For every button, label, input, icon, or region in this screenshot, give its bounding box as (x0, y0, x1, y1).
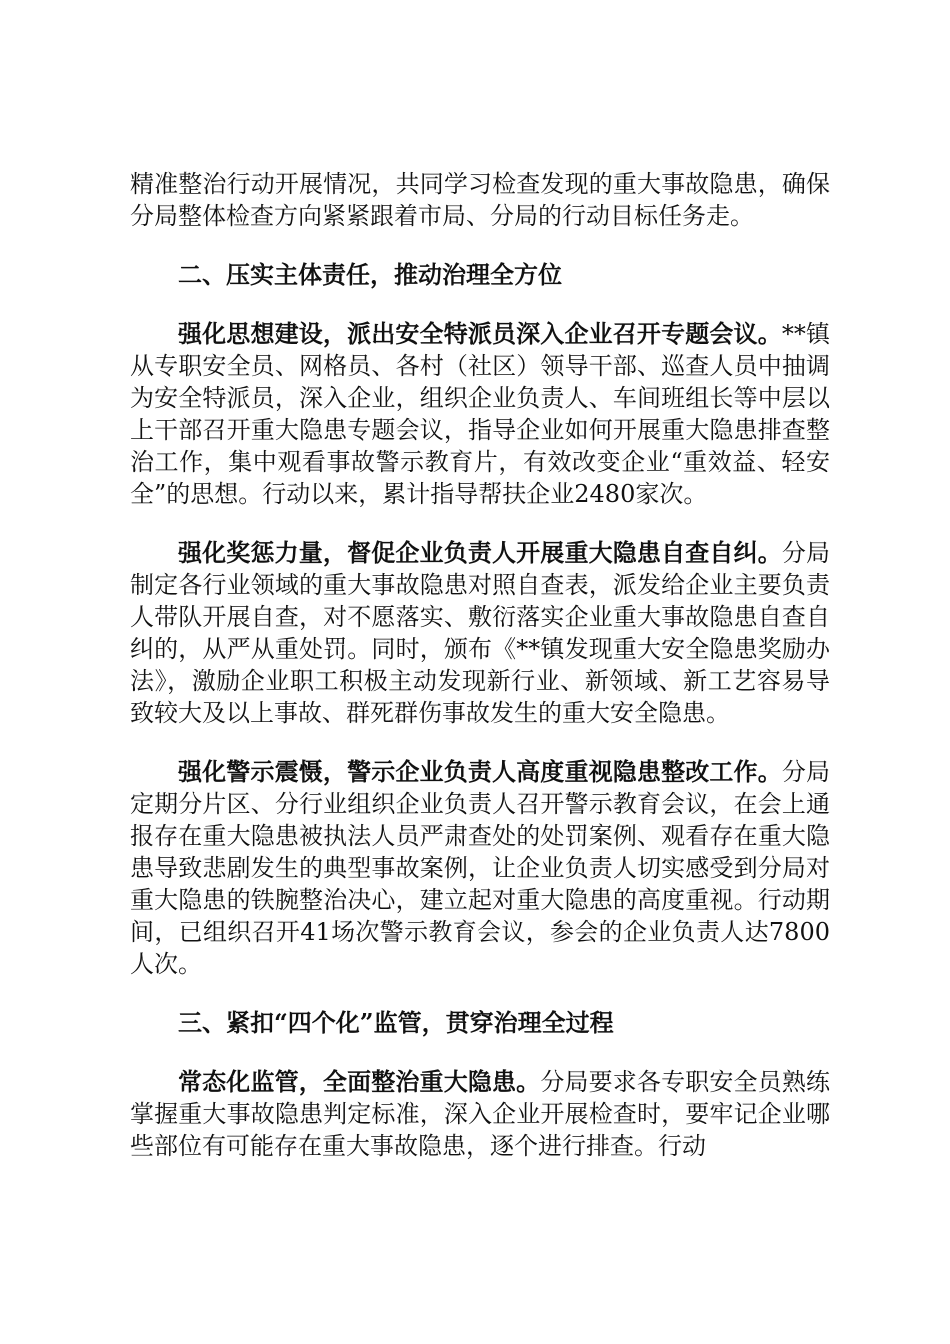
paragraph-body: 分局定期分片区、分行业组织企业负责人召开警示教育会议，在会上通报存在重大隐患被执法人员严肃查处的处罚案例、观看存在重大隐患导致悲剧发生的典型事故案例，让企业负责人切实感受到分局对重大隐患的铁腕整治决心，建立起对重大隐患的高度重视。行动期间，已组织召开41场次警示教育会议，参会的企业负责人达7800人次。 (130, 758, 831, 978)
paragraph-lead: 强化警示震慑，警示企业负责人高度重视隐患整改工作。 (178, 757, 782, 786)
paragraph-normalized-supervision (130, 1066, 830, 1162)
section-heading-3: 三、紧扣“四个化”监管，贯穿治理全过程 (178, 1008, 614, 1037)
paragraph-body: 分局制定各行业领域的重大事故隐患对照自查表，派发给企业主要负责人带队开展自查，对不愿落实、敷衍落实企业重大事故隐患自查自纠的，从严从重处罚。同时，颁布《**镇发现重大安全隐患奖励办法》，激励企业职工积极主动发现新行业、新领域、新工艺容易导致较大及以上事故、群死群伤事故发生的重大安全隐患。 (130, 539, 831, 727)
paragraph-rewards-penalties (130, 537, 830, 729)
paragraph-body: **镇从专职安全员、网格员、各村（社区）领导干部、巡查人员中抽调为安全特派员，深入企业，组织企业负责人、车间班组长等中层以上干部召开重大隐患专题会议，指导企业如何开展重大隐患排查整治工作，集中观看事故警示教育片，有效改变企业“重效益、轻安全”的思想。行动以来，累计指导帮扶企业2480家次。 (130, 320, 831, 508)
paragraph-lead: 强化思想建设，派出安全特派员深入企业召开专题会议。 (178, 319, 782, 348)
paragraph-continuation: 精准整治行动开展情况，共同学习检查发现的重大事故隐患，确保分局整体检查方向紧紧跟着市局、分局的行动目标任务走。 (130, 170, 830, 230)
paragraph-warning-deterrence (130, 756, 830, 980)
paragraph-body: 分局要求各专职安全员熟练掌握重大事故隐患判定标准，深入企业开展检查时，要牢记企业哪些部位有可能存在重大事故隐患，逐个进行排查。行动 (130, 1068, 831, 1160)
paragraph-lead: 常态化监管，全面整治重大隐患。 (178, 1067, 541, 1096)
paragraph-thought-building (130, 318, 830, 510)
document-body (130, 168, 830, 1189)
paragraph-lead: 强化奖惩力量，督促企业负责人开展重大隐患自查自纠。 (178, 538, 782, 567)
section-heading-2: 二、压实主体责任，推动治理全方位 (178, 260, 562, 289)
